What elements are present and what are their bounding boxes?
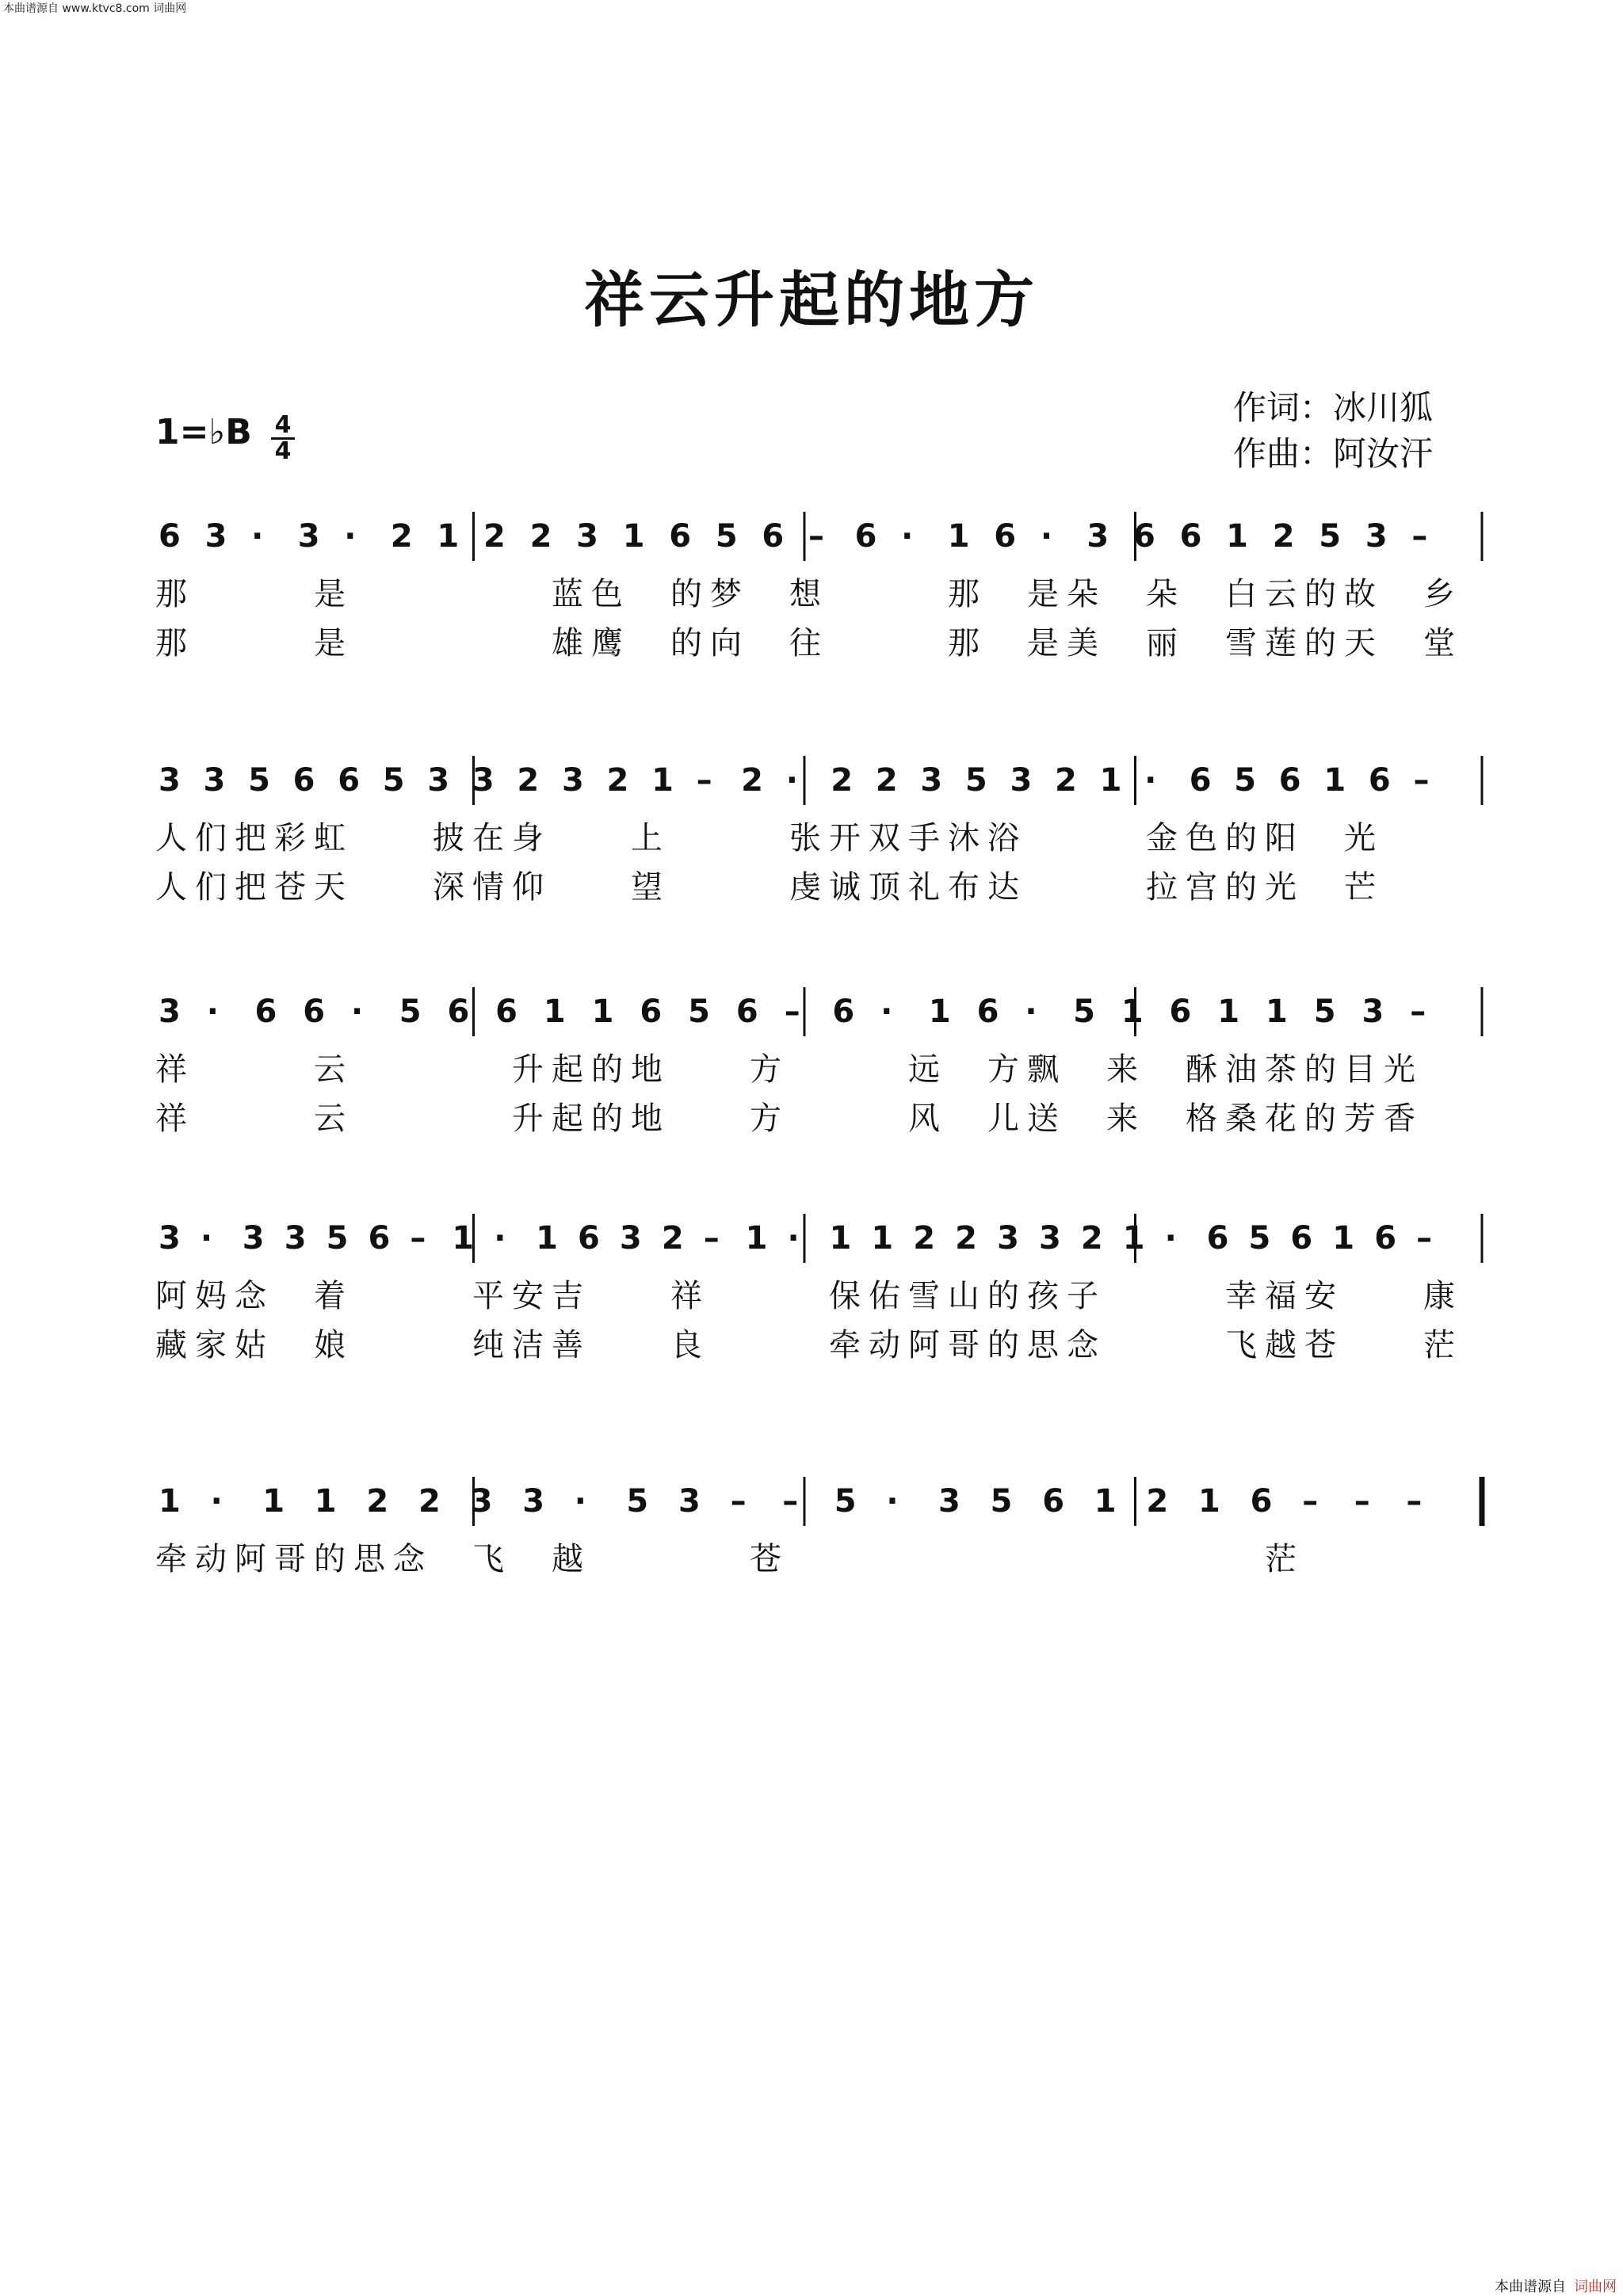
note: 1 xyxy=(622,518,645,555)
note: – xyxy=(808,518,824,555)
note: 6 xyxy=(292,762,315,799)
note: – xyxy=(703,1220,720,1257)
note: 6 xyxy=(1169,994,1192,1030)
note: 2 xyxy=(831,762,854,799)
note: – xyxy=(782,1483,799,1520)
note: 6 xyxy=(1368,762,1391,799)
note: 1 xyxy=(651,762,674,799)
note: 5 xyxy=(248,762,270,799)
note: 1 xyxy=(543,994,566,1030)
note: 3 xyxy=(619,1220,642,1257)
note: 2 xyxy=(390,518,413,555)
note: 6 xyxy=(1374,1220,1397,1257)
note: · xyxy=(785,762,798,799)
note: 2 xyxy=(1146,1483,1169,1520)
lyric-line: 祥 云 升起的地 方 远 方飘 来 酥油茶的目光 xyxy=(155,1051,1423,1088)
note: · xyxy=(787,1220,800,1257)
note: 6 xyxy=(1250,1483,1273,1520)
note: – xyxy=(696,762,712,799)
note: 2 xyxy=(366,1483,389,1520)
note: 6 xyxy=(1179,518,1202,555)
time-signature-bottom: 4 xyxy=(274,437,292,465)
note: 6 xyxy=(762,518,785,555)
note: · xyxy=(344,518,357,555)
note: 1 xyxy=(1332,1220,1355,1257)
note: 3 xyxy=(920,762,943,799)
note: 6 xyxy=(578,1220,600,1257)
note: 2 xyxy=(1272,518,1295,555)
watermark-top: 本曲谱源自 www.ktvc8.com 词曲网 xyxy=(3,2,187,15)
lyric-line: 牵动阿哥的思念 飞 越 苍 茫 xyxy=(155,1541,1304,1577)
note: 3 xyxy=(204,518,227,555)
note: 5 xyxy=(1073,994,1095,1030)
watermark-bottom-source: 本曲谱源自 xyxy=(1495,2279,1566,2295)
note: 3 xyxy=(522,1483,545,1520)
note: 1 xyxy=(1099,762,1122,799)
note: 6 xyxy=(1290,1220,1313,1257)
note: 5 xyxy=(1313,994,1336,1030)
note: 2 xyxy=(1055,762,1077,799)
note: 3 xyxy=(158,762,181,799)
note: · xyxy=(880,994,893,1030)
note: – xyxy=(784,994,800,1030)
note: 1 xyxy=(871,1220,894,1257)
note: 6 xyxy=(1042,1483,1065,1520)
note: 3 xyxy=(297,518,320,555)
note: 2 xyxy=(741,762,764,799)
note: 3 xyxy=(203,762,226,799)
note: 6 xyxy=(338,762,361,799)
note: · xyxy=(1144,762,1157,799)
note: – xyxy=(1410,994,1426,1030)
note: – xyxy=(1302,1483,1319,1520)
note: 3 xyxy=(1010,762,1033,799)
note: 3 xyxy=(938,1483,960,1520)
note: 5 xyxy=(990,1483,1013,1520)
note: 6 xyxy=(495,994,518,1030)
note: – xyxy=(410,1220,426,1257)
note: 1 xyxy=(1094,1483,1117,1520)
note: 2 xyxy=(913,1220,936,1257)
note: – xyxy=(1416,1220,1433,1257)
note: 2 xyxy=(606,762,629,799)
note: 6 xyxy=(735,994,758,1030)
note: 6 xyxy=(303,994,326,1030)
note: 6 xyxy=(994,518,1017,555)
note: 1 xyxy=(1121,994,1144,1030)
note: 1 xyxy=(591,994,614,1030)
note: 2 xyxy=(517,762,540,799)
note: 5 xyxy=(399,994,422,1030)
note: 1 xyxy=(829,1220,852,1257)
note: 1 xyxy=(1226,518,1248,555)
watermark-bottom xyxy=(1495,2275,1617,2296)
note: 3 xyxy=(1361,994,1384,1030)
note: · xyxy=(206,994,219,1030)
note: 3 xyxy=(1038,1220,1061,1257)
lyric-line: 藏家姑 娘 纯洁善 良 牵动阿哥的思念 飞越苍 茫 xyxy=(155,1327,1463,1363)
note: 2 xyxy=(1080,1220,1103,1257)
note: · xyxy=(494,1220,506,1257)
note: 6 xyxy=(854,518,877,555)
note: 1 xyxy=(158,1483,181,1520)
note: · xyxy=(886,1483,899,1520)
key-signature: 1=♭B xyxy=(155,412,252,452)
note: 3 xyxy=(576,518,598,555)
note: 1 xyxy=(1323,762,1346,799)
watermark-bottom-site: 词曲网 xyxy=(1574,2279,1617,2295)
note: 1 xyxy=(452,1220,475,1257)
note: 5 xyxy=(382,762,405,799)
note: 6 xyxy=(1133,518,1155,555)
note: 3 xyxy=(158,1220,181,1257)
note: – xyxy=(730,1483,747,1520)
note: 2 xyxy=(875,762,898,799)
note: 6 xyxy=(368,1220,391,1257)
note: 3 xyxy=(427,762,450,799)
note: · xyxy=(350,994,364,1030)
note: 5 xyxy=(1319,518,1342,555)
note: 2 xyxy=(483,518,506,555)
note: – xyxy=(1413,762,1430,799)
note: 1 xyxy=(437,518,460,555)
note: 1 xyxy=(314,1483,337,1520)
note: 3 xyxy=(284,1220,307,1257)
note: 2 xyxy=(529,518,552,555)
note: 3 xyxy=(561,762,584,799)
lyric-line: 阿妈念 着 平安吉 祥 保佑雪山的孩子 幸福安 康 xyxy=(155,1278,1463,1314)
note: 3 xyxy=(1086,518,1109,555)
note: · xyxy=(200,1220,213,1257)
note: 5 xyxy=(1248,1220,1271,1257)
note: 2 xyxy=(955,1220,978,1257)
note: 3 xyxy=(678,1483,701,1520)
note: 6 xyxy=(1206,1220,1229,1257)
note: 5 xyxy=(964,762,987,799)
note: 5 xyxy=(326,1220,349,1257)
note: 6 xyxy=(158,518,181,555)
note: 3 xyxy=(470,1483,493,1520)
lyric-line: 那 是 雄鹰 的向 往 那 是美 丽 雪莲的天 堂 xyxy=(155,625,1463,662)
note: 3 xyxy=(472,762,495,799)
lyric-line: 那 是 蓝色 的梦 想 那 是朵 朵 白云的故 乡 xyxy=(155,576,1463,612)
lyric-line: 人们把彩虹 披在身 上 张开双手沐浴 金色的阳 光 xyxy=(155,820,1384,856)
note: · xyxy=(574,1483,587,1520)
note: 3 xyxy=(158,994,181,1030)
note: · xyxy=(210,1483,223,1520)
note: – xyxy=(1411,518,1428,555)
note: 5 xyxy=(626,1483,649,1520)
note: 5 xyxy=(688,994,710,1030)
note: 6 xyxy=(1278,762,1301,799)
note: 1 xyxy=(262,1483,285,1520)
note: 6 xyxy=(832,994,855,1030)
note: 6 xyxy=(447,994,470,1030)
song-title: 祥云升起的地方 xyxy=(584,265,1039,335)
note: 1 xyxy=(1217,994,1240,1030)
note: 5 xyxy=(1234,762,1257,799)
note: · xyxy=(1164,1220,1177,1257)
note: 1 xyxy=(536,1220,558,1257)
note: 6 xyxy=(669,518,692,555)
note: 6 xyxy=(640,994,663,1030)
note: 1 xyxy=(928,994,951,1030)
note: 1 xyxy=(745,1220,768,1257)
note: 1 xyxy=(1122,1220,1145,1257)
note: 2 xyxy=(418,1483,441,1520)
note: 6 xyxy=(976,994,999,1030)
composer-credit: 作曲：阿汝汗 xyxy=(1233,434,1434,473)
note: 6 xyxy=(1189,762,1212,799)
note: 5 xyxy=(715,518,738,555)
time-signature-top: 4 xyxy=(274,411,292,439)
note: · xyxy=(901,518,914,555)
note: 3 xyxy=(1365,518,1388,555)
note: – xyxy=(1354,1483,1370,1520)
note: 2 xyxy=(661,1220,684,1257)
note: – xyxy=(1406,1483,1423,1520)
note: 3 xyxy=(997,1220,1019,1257)
note: 1 xyxy=(1198,1483,1220,1520)
note: 1 xyxy=(947,518,970,555)
note: 1 xyxy=(1266,994,1288,1030)
note: 6 xyxy=(254,994,277,1030)
note: 5 xyxy=(834,1483,857,1520)
note: 3 xyxy=(242,1220,265,1257)
lyric-line: 祥 云 升起的地 方 风 儿送 来 格桑花的芳香 xyxy=(155,1100,1423,1137)
note: · xyxy=(251,518,264,555)
note: · xyxy=(1025,994,1037,1030)
lyricist-credit: 作词：冰川狐 xyxy=(1233,388,1434,427)
note: · xyxy=(1040,518,1053,555)
lyric-line: 人们把苍天 深情仰 望 虔诚顶礼布达 拉宫的光 芒 xyxy=(155,869,1384,906)
